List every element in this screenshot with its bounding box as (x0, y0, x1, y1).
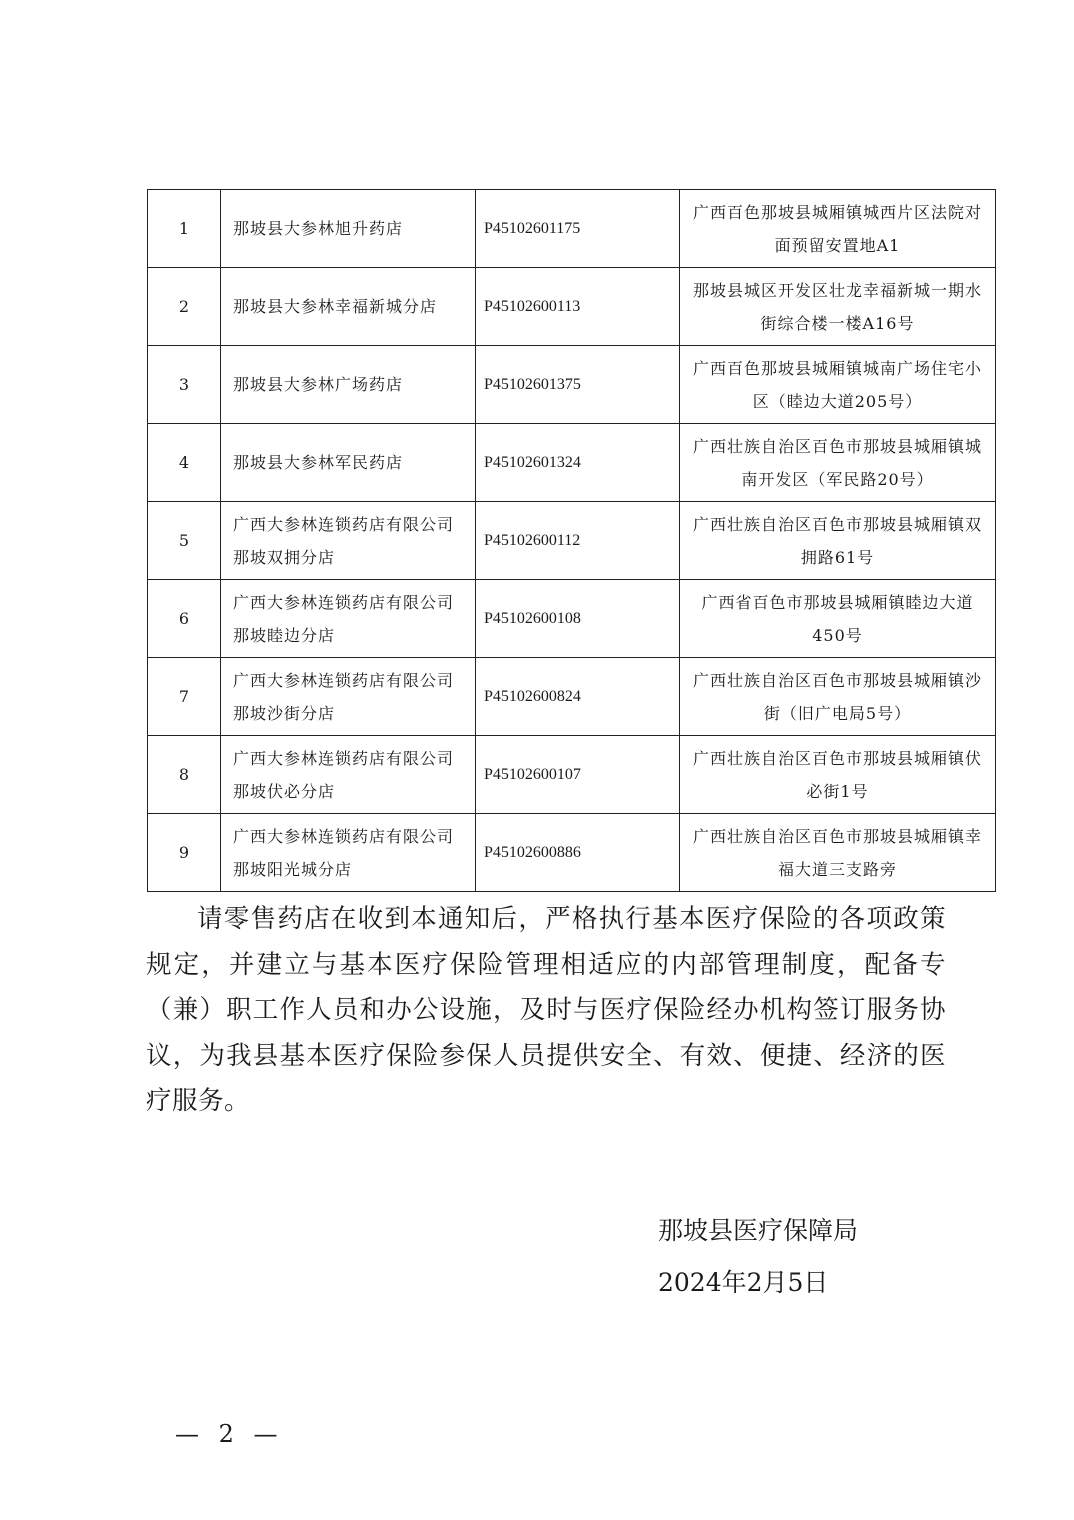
pharmacy-name: 广西大参林连锁药店有限公司那坡阳光城分店 (221, 814, 476, 892)
issuing-organization: 那坡县医疗保障局 (658, 1216, 859, 1245)
table-row (148, 190, 996, 268)
table-row (148, 268, 996, 346)
pharmacy-address: 广西壮族自治区百色市那坡县城厢镇双拥路61号 (680, 502, 996, 580)
pharmacy-address: 那坡县城区开发区壮龙幸福新城一期水街综合楼一楼A16号 (680, 268, 996, 346)
row-index: 1 (148, 190, 221, 268)
pharmacy-name: 广西大参林连锁药店有限公司那坡双拥分店 (221, 502, 476, 580)
pharmacy-code: P45102600112 (476, 502, 680, 580)
row-index: 9 (148, 814, 221, 892)
pharmacy-name: 广西大参林连锁药店有限公司那坡伏必分店 (221, 736, 476, 814)
pharmacy-address: 广西壮族自治区百色市那坡县城厢镇沙街（旧广电局5号） (680, 658, 996, 736)
table-row (148, 580, 996, 658)
pharmacy-name: 那坡县大参林旭升药店 (221, 190, 476, 268)
pharmacy-code: P45102600108 (476, 580, 680, 658)
pharmacy-name: 那坡县大参林军民药店 (221, 424, 476, 502)
row-index: 5 (148, 502, 221, 580)
row-index: 7 (148, 658, 221, 736)
pharmacy-name: 那坡县大参林幸福新城分店 (221, 268, 476, 346)
table-row (148, 346, 996, 424)
table-row (148, 502, 996, 580)
row-index: 6 (148, 580, 221, 658)
pharmacy-name: 那坡县大参林广场药店 (221, 346, 476, 424)
table-row (148, 814, 996, 892)
pharmacy-code: P45102600886 (476, 814, 680, 892)
pharmacy-code: P45102601175 (476, 190, 680, 268)
pharmacy-table-body (148, 190, 996, 892)
row-index: 3 (148, 346, 221, 424)
table-row (148, 736, 996, 814)
pharmacy-code: P45102601375 (476, 346, 680, 424)
pharmacy-code: P45102600824 (476, 658, 680, 736)
issue-date: 2024年2月5日 (658, 1268, 829, 1297)
pharmacy-code: P45102600113 (476, 268, 680, 346)
row-index: 4 (148, 424, 221, 502)
notice-paragraph: 请零售药店在收到本通知后，严格执行基本医疗保险的各项政策规定，并建立与基本医疗保险管理相适应的内部管理制度，配备专（兼）职工作人员和办公设施，及时与医疗保险经办机构签订服务协议，为我县基本医疗保险参保人员提供安全、有效、便捷、经济的医疗服务。 (146, 904, 946, 1116)
pharmacy-address: 广西百色那坡县城厢镇城西片区法院对面预留安置地A1 (680, 190, 996, 268)
pharmacy-table (147, 189, 996, 892)
row-index: 2 (148, 268, 221, 346)
pharmacy-name: 广西大参林连锁药店有限公司那坡沙街分店 (221, 658, 476, 736)
signature-block (658, 1205, 858, 1309)
pharmacy-address: 广西壮族自治区百色市那坡县城厢镇城南开发区（军民路20号） (680, 424, 996, 502)
pharmacy-address: 广西省百色市那坡县城厢镇睦边大道450号 (680, 580, 996, 658)
table-row (148, 658, 996, 736)
pharmacy-name: 广西大参林连锁药店有限公司那坡睦边分店 (221, 580, 476, 658)
table-row (148, 424, 996, 502)
row-index: 8 (148, 736, 221, 814)
pharmacy-address: 广西壮族自治区百色市那坡县城厢镇幸福大道三支路旁 (680, 814, 996, 892)
pharmacy-code: P45102600107 (476, 736, 680, 814)
page-number: — 2 — (175, 1420, 284, 1448)
pharmacy-address: 广西百色那坡县城厢镇城南广场住宅小区（睦边大道205号） (680, 346, 996, 424)
pharmacy-code: P45102601324 (476, 424, 680, 502)
pharmacy-address: 广西壮族自治区百色市那坡县城厢镇伏必街1号 (680, 736, 996, 814)
